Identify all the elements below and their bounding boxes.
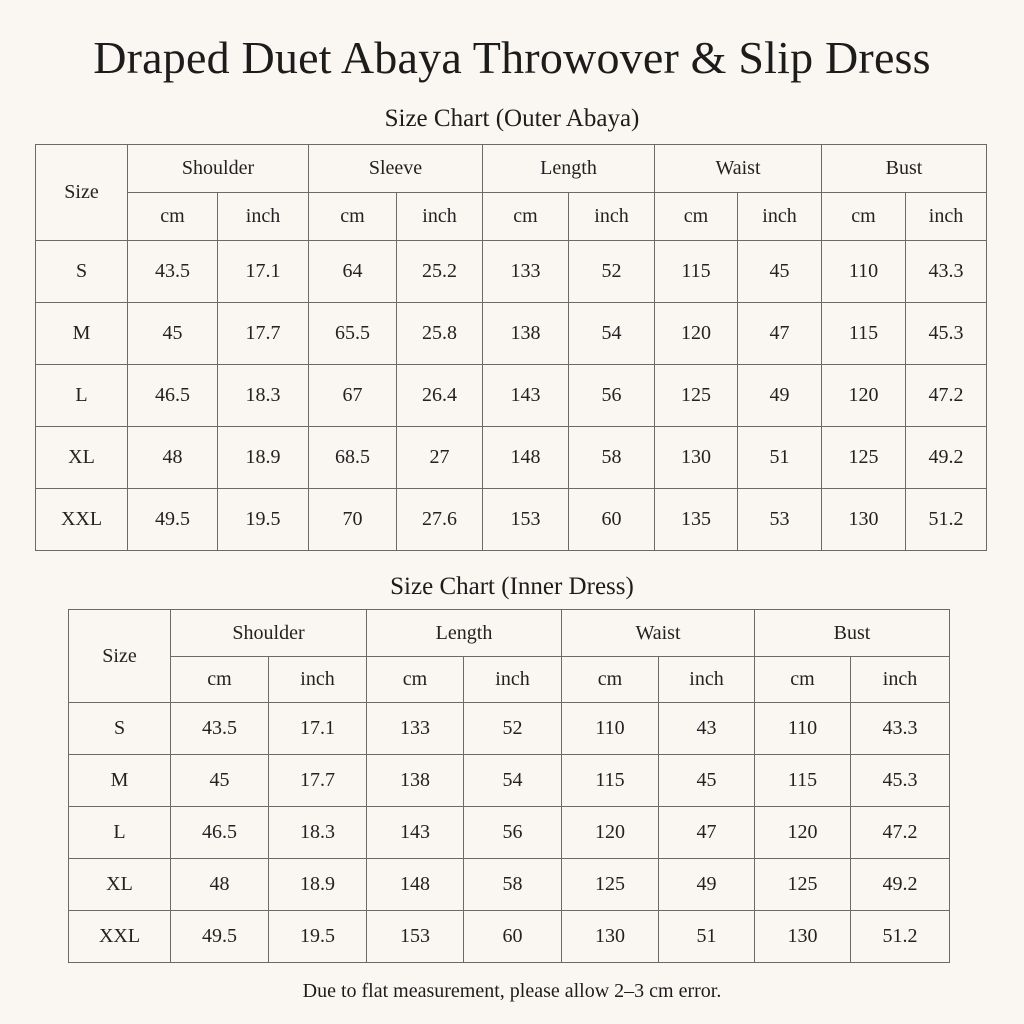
measurement-cell: 120 [755, 807, 851, 859]
measurement-cell: 17.1 [269, 703, 367, 755]
measurement-cell: 46.5 [171, 807, 269, 859]
shoulder-header: Shoulder [128, 145, 309, 193]
measurement-cell: 115 [655, 241, 738, 303]
measurement-cell: 65.5 [309, 303, 397, 365]
measurement-cell: 19.5 [218, 489, 309, 551]
measurement-cell: 43.5 [128, 241, 218, 303]
measurement-cell: 43.3 [906, 241, 987, 303]
bust-header: Bust [822, 145, 987, 193]
measurement-note: Due to flat measurement, please allow 2–3 cm error. [302, 980, 722, 1002]
size-column-header: Size [69, 610, 171, 703]
measurement-cell: 49.5 [128, 489, 218, 551]
measurement-cell: 53 [738, 489, 822, 551]
measurement-cell: 58 [464, 859, 562, 911]
measurement-cell: 68.5 [309, 427, 397, 489]
size-column-header: Size [36, 145, 128, 241]
measurement-cell: 49.5 [171, 911, 269, 963]
measurement-cell: 51 [738, 427, 822, 489]
inner-group-header-row [69, 610, 950, 657]
size-cell: M [69, 755, 171, 807]
measurement-cell: 125 [562, 859, 659, 911]
measurement-cell: 135 [655, 489, 738, 551]
measurement-cell: 54 [569, 303, 655, 365]
measurement-cell: 110 [755, 703, 851, 755]
inner-dress-heading: Size Chart (Inner Dress) [390, 573, 634, 600]
unit-header-cm: cm [483, 193, 569, 241]
inner-dress-size-table [68, 609, 950, 963]
measurement-cell: 25.2 [397, 241, 483, 303]
measurement-cell: 60 [464, 911, 562, 963]
measurement-cell: 18.9 [218, 427, 309, 489]
measurement-cell: 56 [464, 807, 562, 859]
table-row [69, 911, 950, 963]
measurement-cell: 56 [569, 365, 655, 427]
table-row [36, 303, 987, 365]
measurement-cell: 45 [128, 303, 218, 365]
measurement-cell: 17.7 [218, 303, 309, 365]
waist-header: Waist [655, 145, 822, 193]
size-cell: XXL [69, 911, 171, 963]
measurement-cell: 115 [822, 303, 906, 365]
unit-header-inch: inch [218, 193, 309, 241]
measurement-cell: 47.2 [906, 365, 987, 427]
length-header: Length [367, 610, 562, 657]
measurement-cell: 143 [483, 365, 569, 427]
unit-header-cm: cm [309, 193, 397, 241]
measurement-cell: 125 [755, 859, 851, 911]
measurement-cell: 18.3 [218, 365, 309, 427]
page-title: Draped Duet Abaya Throwover & Slip Dress [93, 32, 931, 83]
measurement-cell: 18.3 [269, 807, 367, 859]
unit-header-inch: inch [397, 193, 483, 241]
measurement-cell: 17.7 [269, 755, 367, 807]
unit-header-cm: cm [822, 193, 906, 241]
outer-unit-header-row [36, 193, 987, 241]
measurement-cell: 45 [659, 755, 755, 807]
size-cell: L [69, 807, 171, 859]
inner-unit-header-row [69, 657, 950, 703]
table-row [36, 365, 987, 427]
measurement-cell: 58 [569, 427, 655, 489]
unit-header-cm: cm [367, 657, 464, 703]
table-row [69, 755, 950, 807]
measurement-cell: 51.2 [906, 489, 987, 551]
measurement-cell: 43 [659, 703, 755, 755]
unit-header-cm: cm [562, 657, 659, 703]
size-cell: XL [69, 859, 171, 911]
measurement-cell: 48 [171, 859, 269, 911]
unit-header-inch: inch [269, 657, 367, 703]
unit-header-cm: cm [128, 193, 218, 241]
measurement-cell: 43.5 [171, 703, 269, 755]
measurement-cell: 46.5 [128, 365, 218, 427]
measurement-cell: 130 [562, 911, 659, 963]
measurement-cell: 125 [655, 365, 738, 427]
unit-header-cm: cm [655, 193, 738, 241]
measurement-cell: 45 [171, 755, 269, 807]
measurement-cell: 18.9 [269, 859, 367, 911]
measurement-cell: 52 [464, 703, 562, 755]
measurement-cell: 17.1 [218, 241, 309, 303]
waist-header: Waist [562, 610, 755, 657]
table-row [69, 703, 950, 755]
measurement-cell: 43.3 [851, 703, 950, 755]
measurement-cell: 110 [562, 703, 659, 755]
measurement-cell: 48 [128, 427, 218, 489]
measurement-cell: 51.2 [851, 911, 950, 963]
measurement-cell: 148 [367, 859, 464, 911]
measurement-cell: 49 [738, 365, 822, 427]
measurement-cell: 133 [483, 241, 569, 303]
measurement-cell: 143 [367, 807, 464, 859]
size-cell: S [36, 241, 128, 303]
table-row [36, 241, 987, 303]
length-header: Length [483, 145, 655, 193]
measurement-cell: 54 [464, 755, 562, 807]
unit-header-cm: cm [171, 657, 269, 703]
unit-header-inch: inch [464, 657, 562, 703]
measurement-cell: 70 [309, 489, 397, 551]
measurement-cell: 47 [659, 807, 755, 859]
measurement-cell: 138 [483, 303, 569, 365]
measurement-cell: 130 [655, 427, 738, 489]
measurement-cell: 49 [659, 859, 755, 911]
measurement-cell: 52 [569, 241, 655, 303]
unit-header-inch: inch [738, 193, 822, 241]
measurement-cell: 47 [738, 303, 822, 365]
table-row [36, 489, 987, 551]
measurement-cell: 120 [822, 365, 906, 427]
measurement-cell: 138 [367, 755, 464, 807]
shoulder-header: Shoulder [171, 610, 367, 657]
measurement-cell: 120 [655, 303, 738, 365]
outer-abaya-size-table [35, 144, 987, 551]
unit-header-inch: inch [659, 657, 755, 703]
measurement-cell: 133 [367, 703, 464, 755]
size-cell: XXL [36, 489, 128, 551]
measurement-cell: 130 [755, 911, 851, 963]
measurement-cell: 25.8 [397, 303, 483, 365]
size-cell: XL [36, 427, 128, 489]
measurement-cell: 27 [397, 427, 483, 489]
measurement-cell: 49.2 [851, 859, 950, 911]
measurement-cell: 51 [659, 911, 755, 963]
measurement-cell: 45 [738, 241, 822, 303]
measurement-cell: 130 [822, 489, 906, 551]
table-row [69, 859, 950, 911]
measurement-cell: 125 [822, 427, 906, 489]
measurement-cell: 148 [483, 427, 569, 489]
measurement-cell: 153 [367, 911, 464, 963]
size-cell: S [69, 703, 171, 755]
outer-group-header-row [36, 145, 987, 193]
measurement-cell: 49.2 [906, 427, 987, 489]
unit-header-cm: cm [755, 657, 851, 703]
bust-header: Bust [755, 610, 950, 657]
table-row [69, 807, 950, 859]
outer-abaya-heading: Size Chart (Outer Abaya) [384, 105, 640, 132]
measurement-cell: 120 [562, 807, 659, 859]
measurement-cell: 45.3 [906, 303, 987, 365]
measurement-cell: 153 [483, 489, 569, 551]
measurement-cell: 115 [755, 755, 851, 807]
size-cell: M [36, 303, 128, 365]
size-cell: L [36, 365, 128, 427]
measurement-cell: 60 [569, 489, 655, 551]
measurement-cell: 27.6 [397, 489, 483, 551]
measurement-cell: 47.2 [851, 807, 950, 859]
unit-header-inch: inch [569, 193, 655, 241]
measurement-cell: 19.5 [269, 911, 367, 963]
measurement-cell: 115 [562, 755, 659, 807]
unit-header-inch: inch [906, 193, 987, 241]
unit-header-inch: inch [851, 657, 950, 703]
table-row [36, 427, 987, 489]
measurement-cell: 67 [309, 365, 397, 427]
measurement-cell: 26.4 [397, 365, 483, 427]
measurement-cell: 45.3 [851, 755, 950, 807]
measurement-cell: 64 [309, 241, 397, 303]
measurement-cell: 110 [822, 241, 906, 303]
sleeve-header: Sleeve [309, 145, 483, 193]
